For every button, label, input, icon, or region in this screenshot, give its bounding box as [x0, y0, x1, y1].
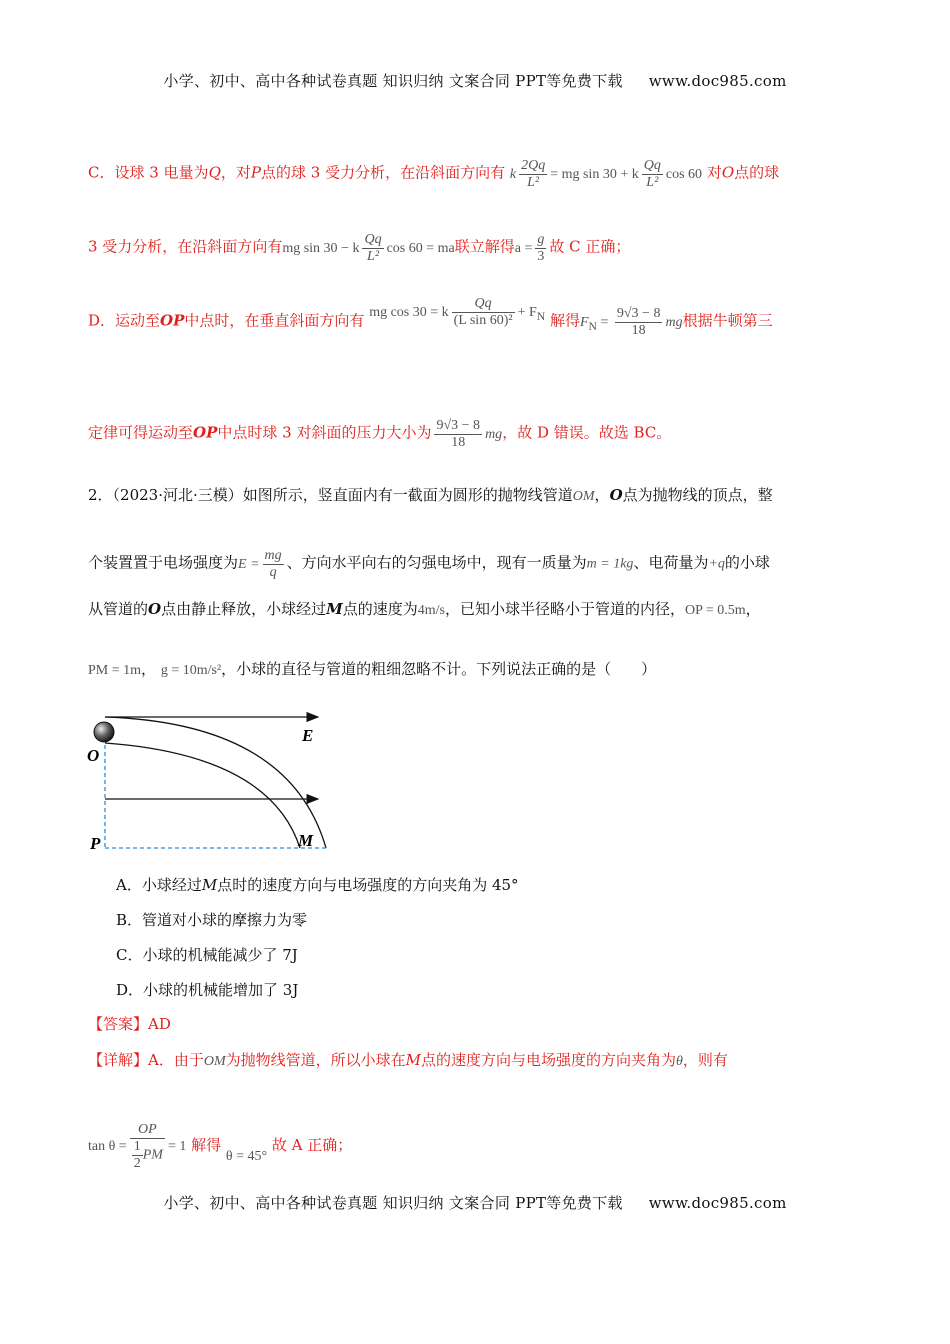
text: 点的球 3 受力分析，在沿斜面方向有: [260, 163, 506, 182]
text: 对: [706, 163, 722, 182]
text: M: [326, 600, 343, 618]
text: q: [269, 565, 277, 580]
text: ，对: [220, 163, 251, 182]
solution-c-line1: [88, 158, 779, 191]
text: AD: [148, 1015, 171, 1033]
text: OM: [203, 1054, 226, 1069]
formula-tan: [88, 1122, 187, 1171]
text: g = 10m/s²: [160, 663, 222, 678]
text: A．小球经过: [116, 876, 202, 894]
text: 个装置置于电场强度为: [88, 553, 239, 572]
text: 18: [451, 435, 466, 450]
text: ，: [141, 660, 157, 678]
text: + F: [517, 304, 537, 320]
text: 中点时，在垂直斜面方向有: [184, 311, 365, 330]
text: OP = 0.5m: [684, 603, 746, 618]
text: mg: [665, 314, 683, 330]
text: Qq: [364, 232, 382, 247]
option-D: D．小球的机械能增加了 3J: [116, 981, 299, 999]
text: N: [588, 319, 597, 333]
text: mg: [485, 426, 503, 442]
detail-line1: [88, 1049, 728, 1073]
answer-line: [88, 1013, 171, 1035]
text: 18: [631, 323, 646, 338]
text: L²: [646, 175, 659, 190]
text: 联立解得: [454, 237, 515, 256]
text: 点的球: [734, 163, 780, 182]
label-M: M: [298, 831, 314, 850]
text: = mg sin 30: [550, 166, 617, 182]
page-footer: [0, 1192, 950, 1213]
text: = 1: [167, 1139, 187, 1155]
question-line1: [88, 484, 773, 508]
formula-c1: [509, 158, 703, 190]
text: A．由于: [148, 1051, 204, 1069]
text: mg sin 30: [282, 240, 338, 256]
text: 、方向水平向右的匀强电场中，现有一质量为: [286, 553, 587, 572]
text: 1: [133, 1139, 141, 1154]
formula-E: [238, 548, 287, 580]
text: PM: [142, 1147, 163, 1163]
option-A: [116, 874, 519, 895]
ball-icon: [94, 722, 114, 742]
question-line2: [88, 548, 770, 581]
text: 3 受力分析，在沿斜面方向有: [88, 237, 283, 256]
text: OM: [572, 489, 595, 504]
text: ，故 D 错误。故选 BC。: [502, 423, 672, 442]
text: L²: [367, 249, 380, 264]
text: a =: [514, 240, 533, 256]
text: 点为抛物线的顶点，整: [622, 486, 773, 504]
text: 2．（2023·河北·三模）如图所示，竖直面内有一截面为圆形的抛物线管道: [88, 486, 573, 504]
footer-site: www.doc985.com: [648, 1194, 787, 1212]
text: (L sin 60)²: [453, 313, 513, 328]
text: 点由静止释放，小球经过: [161, 600, 327, 618]
text: 中点时球 3 对斜面的压力大小为: [217, 423, 432, 442]
text: cos 60: [386, 240, 423, 256]
formula-c3: [514, 232, 550, 264]
pipe-inner-curve: [105, 743, 300, 848]
text: L²: [527, 175, 540, 190]
text: 【详解】: [88, 1051, 149, 1069]
text: N: [536, 309, 546, 323]
text: 从管道的: [88, 600, 149, 618]
solution-d-line2: [88, 418, 671, 451]
text: ，小球的直径与管道的粗细忽略不计。下列说法正确的是（ ）: [221, 660, 657, 678]
text: = ma: [426, 240, 455, 256]
text: 解得: [549, 311, 580, 330]
question-line4: [88, 658, 656, 682]
formula-c2: [282, 232, 455, 264]
text: 故 C 正确；: [549, 237, 631, 256]
text: 9√3 − 8: [616, 306, 661, 321]
text: = k: [430, 304, 449, 320]
formula-d1: [369, 296, 546, 328]
text: 9√3 − 8: [436, 418, 481, 433]
text: 点的速度方向与电场强度的方向夹角为: [421, 1051, 677, 1069]
text: mg cos 30: [369, 304, 427, 320]
text: ，: [745, 600, 761, 618]
formula-d2: $F_N$ = $\frac{9√3 - 8}{18}$ mg: [579, 306, 683, 338]
text: θ: [676, 1054, 683, 1069]
header-site: www.doc985.com: [648, 72, 787, 90]
text: k: [509, 166, 517, 182]
page-header: [0, 70, 950, 91]
header-text: 小学、初中、高中各种试卷真题 知识归纳 文案合同 PPT等免费下载: [163, 72, 623, 90]
text: 3: [537, 249, 545, 264]
text: θ = 45°: [225, 1149, 268, 1165]
text: 的小球: [724, 553, 770, 572]
label-E: E: [302, 726, 314, 745]
text: +q: [708, 556, 725, 572]
text: 、电荷量为: [633, 553, 709, 572]
text: P: [250, 163, 261, 182]
text: ，已知小球半径略小于管道的内径，: [444, 600, 685, 618]
text: D．运动至: [88, 311, 161, 330]
question-line3: [88, 598, 761, 622]
text: 【答案】: [88, 1015, 149, 1033]
footer-text: 小学、初中、高中各种试卷真题 知识归纳 文案合同 PPT等免费下载: [163, 1194, 623, 1212]
text: 点时的速度方向与电场强度的方向夹角为 45°: [217, 876, 519, 894]
text: Qq: [643, 158, 661, 173]
text: tan θ =: [88, 1139, 127, 1155]
text: ，则有: [682, 1051, 728, 1069]
text: F: [579, 314, 589, 330]
text: O: [609, 486, 623, 504]
text: PM = 1m: [88, 663, 142, 678]
text: cos 60: [665, 166, 703, 182]
text: C．设球 3 电量为: [88, 163, 209, 182]
text: M: [201, 876, 218, 894]
label-P: P: [90, 834, 101, 853]
text: mg: [264, 548, 282, 563]
text: 点的速度为: [342, 600, 418, 618]
text: 为抛物线管道，所以小球在: [225, 1051, 406, 1069]
text: 定律可得运动至: [88, 423, 194, 442]
text: m = 1kg: [586, 556, 634, 572]
text: ，: [594, 486, 610, 504]
text: 2: [133, 1156, 141, 1171]
pipe-outer-curve: [105, 717, 326, 848]
text: OP: [160, 311, 185, 330]
solution-c-line2: [88, 232, 630, 265]
text: O: [721, 163, 735, 182]
pipe-diagram: [80, 705, 350, 860]
text: 2Qq: [521, 158, 546, 173]
text: 4m/s: [417, 603, 445, 618]
detail-line2: [88, 1122, 352, 1172]
text: 故 A 正确；: [271, 1136, 353, 1155]
text: Q: [208, 163, 221, 182]
option-B: B．管道对小球的摩擦力为零: [116, 911, 308, 929]
option-C: C．小球的机械能减少了 7J: [116, 946, 298, 964]
text: OP: [130, 1122, 165, 1139]
text: − k: [341, 240, 360, 256]
text: M: [405, 1051, 422, 1069]
text: E =: [238, 556, 260, 572]
text: Qq: [452, 296, 515, 313]
text: g: [537, 232, 545, 247]
text: 解得: [191, 1136, 222, 1155]
formula-d3: [431, 418, 503, 450]
solution-d-line1: [88, 296, 773, 339]
label-O: O: [87, 746, 100, 765]
text: OP: [193, 423, 218, 442]
text: O: [148, 600, 162, 618]
text: + k: [620, 166, 639, 182]
text: 根据牛顿第三: [682, 311, 773, 330]
